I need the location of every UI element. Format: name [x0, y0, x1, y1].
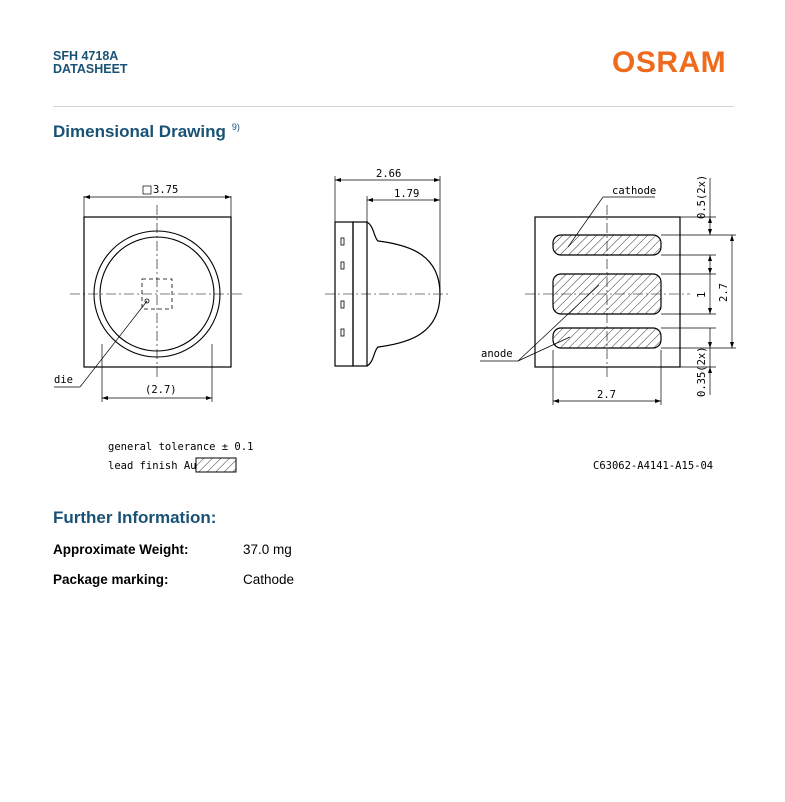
dim-pad-mid: 1 [696, 291, 708, 298]
osram-logo: OSRAM [612, 46, 727, 79]
top-view [54, 186, 245, 402]
die-label: die [54, 374, 73, 386]
dim-pad-width: 2.7 [597, 389, 616, 401]
section-heading-further: Further Information: [53, 508, 217, 527]
weight-value: 37.0 mg [243, 542, 292, 557]
lead-finish-swatch [196, 458, 236, 472]
drawing-code: C63062-A4141-A15-04 [593, 460, 714, 472]
dim-lens-height: 1.79 [394, 188, 420, 200]
lead-finish-note: lead finish Au [108, 460, 197, 472]
package-outline [84, 217, 231, 367]
dim-square-size: 3.75 [153, 184, 179, 196]
anode-label: anode [481, 348, 513, 360]
dim-height-total: 2.66 [376, 168, 402, 180]
footnote-marker: 9) [231, 122, 240, 132]
marking-label: Package marking: [53, 572, 169, 587]
marking-value: Cathode [243, 572, 295, 587]
dim-inner-width: (2.7) [145, 384, 177, 396]
dim-pad-bottom: 0.35(2x) [696, 346, 708, 397]
cathode-label: cathode [612, 185, 657, 197]
product-name: SFH 4718A [53, 49, 119, 63]
dimensional-heading-text: Dimensional Drawing [53, 122, 226, 141]
doc-type: DATASHEET [53, 62, 128, 76]
tolerance-note: general tolerance ± 0.1 [108, 441, 254, 453]
dim-pad-span: 2.7 [718, 283, 730, 302]
dim-pad-top: 0.5(2x) [696, 174, 708, 219]
weight-label: Approximate Weight: [53, 542, 189, 557]
side-view [325, 176, 450, 366]
